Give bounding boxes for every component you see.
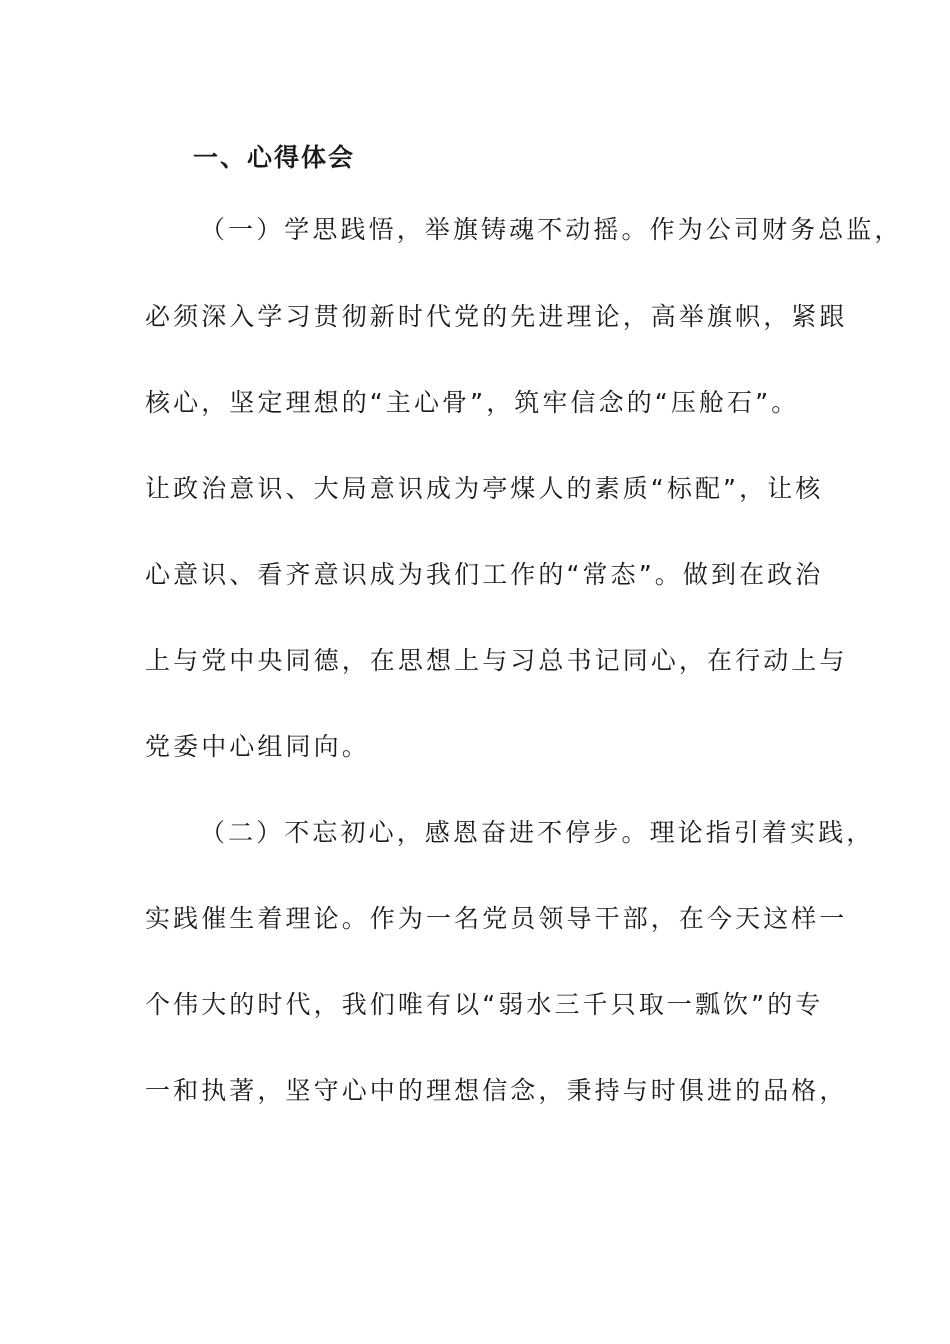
paragraph-line: 实践催生着理论。作为一名党员领导干部，在今天这样一 [145, 904, 848, 933]
paragraph-line: 一和执著，坚守心中的理想信念，秉持与时俱进的品格， [145, 1076, 848, 1105]
paragraph-line: 必须深入学习贯彻新时代党的先进理论，高举旗帜，紧跟 [145, 302, 848, 331]
paragraph-line: （一）学思践悟，举旗铸魂不动摇。作为公司财务总监， [200, 215, 903, 244]
section-heading: 一、心得体会 [193, 143, 356, 172]
paragraph-line: （二）不忘初心，感恩奋进不停步。理论指引着实践， [200, 818, 875, 847]
paragraph-line: 让政治意识、大局意识成为亭煤人的素质“标配”，让核 [145, 474, 824, 503]
paragraph-line: 核心，坚定理想的“主心骨”，筑牢信念的“压舱石”。 [145, 388, 800, 417]
paragraph-line: 个伟大的时代，我们唯有以“弱水三千只取一瓢饮”的专 [145, 990, 824, 1019]
paragraph-line: 心意识、看齐意识成为我们工作的“常态”。做到在政治 [145, 560, 824, 589]
paragraph-line: 党委中心组同向。 [145, 732, 370, 761]
paragraph-line: 上与党中央同德，在思想上与习总书记同心，在行动上与 [145, 646, 848, 675]
